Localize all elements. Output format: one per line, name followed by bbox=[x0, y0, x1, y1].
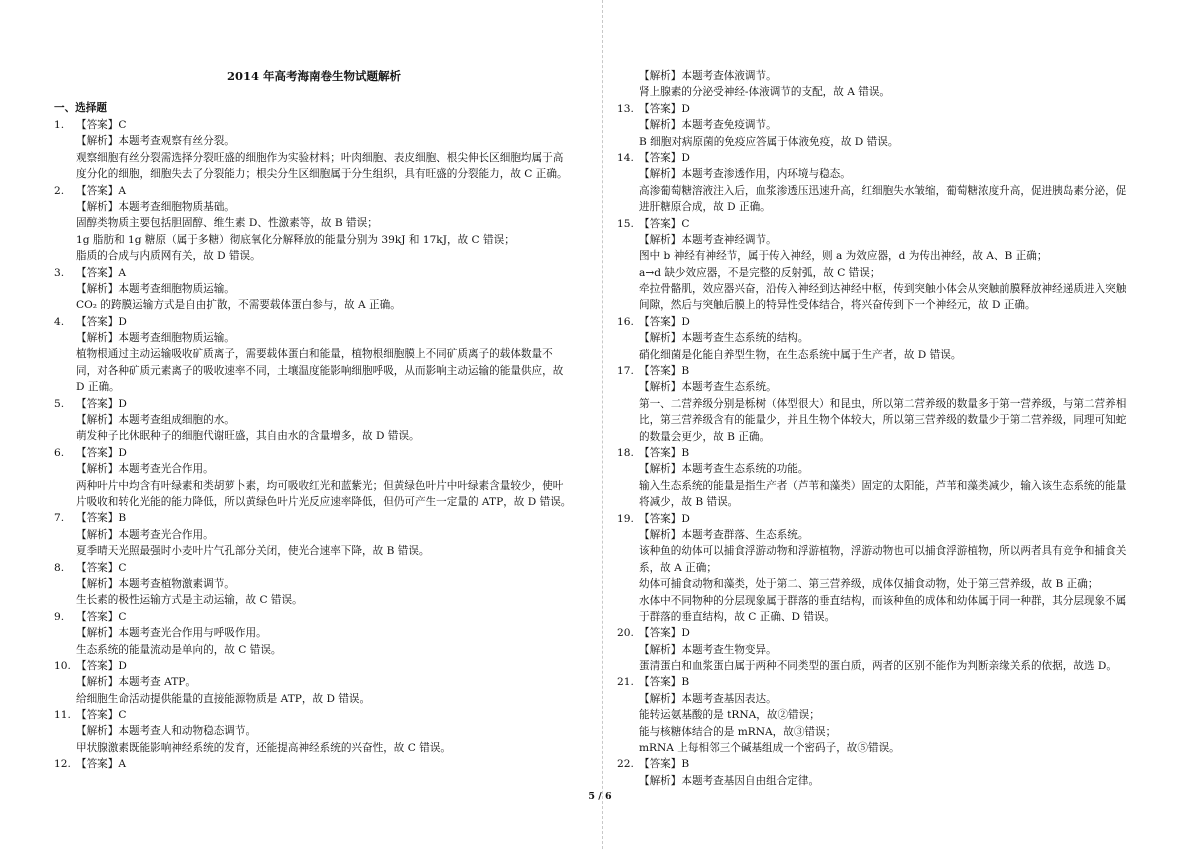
explanation-line bbox=[617, 576, 1126, 592]
question-number: 1. bbox=[54, 119, 65, 131]
explanation-line bbox=[617, 658, 1126, 674]
line-text: 幼体可捕食动物和藻类，处于第二、第三营养级，成体仅捕食动物，处于第三营养级，故 B 正确； bbox=[639, 578, 1099, 591]
explanation-line bbox=[617, 396, 1126, 412]
explanation-line bbox=[617, 379, 1126, 395]
question-number: 17. bbox=[617, 365, 634, 378]
explanation-line bbox=[617, 134, 1126, 150]
explanation-line bbox=[54, 150, 571, 166]
line-text: 生态系统的能量流动是单向的，故 C 错误。 bbox=[76, 643, 282, 656]
line-text: 同，对各种矿质元素离子的吸收速率不同，土壤温度能影响细胞呼吸，从而影响主动运输的能量供应，故 bbox=[76, 364, 564, 377]
explanation-line bbox=[617, 281, 1126, 297]
question-number: 21. bbox=[617, 676, 634, 689]
line-text: mRNA 上每相邻三个碱基组成一个密码子，故⑤错误。 bbox=[639, 742, 900, 755]
line-text: 【解析】本题考查基因自由组合定律。 bbox=[639, 774, 820, 787]
line-text: 【解析】本题考查渗透作用，内环境与稳态。 bbox=[639, 168, 851, 181]
document-title: 2014 年高考海南卷生物试题解析 bbox=[226, 69, 401, 83]
line-text: 图中 b 神经有神经节，属于传入神经，则 a 为效应器，d 为传出神经，故 A、B 正确； bbox=[639, 250, 1048, 263]
explanation-line bbox=[54, 133, 571, 149]
explanation-line bbox=[617, 773, 1126, 789]
explanation-line bbox=[54, 281, 571, 297]
question-answer-line bbox=[617, 363, 1126, 379]
explanation-line bbox=[54, 363, 571, 379]
line-text: 给细胞生命活动提供能量的直接能源物质是 ATP，故 D 错误。 bbox=[76, 692, 371, 705]
line-text: 间隙，然后与突触后膜上的特异性受体结合，将兴奋传到下一个神经元，故 D 正确。 bbox=[639, 299, 1036, 312]
explanation-line bbox=[54, 592, 571, 608]
line-text: 【答案】C bbox=[639, 217, 690, 230]
explanation-line bbox=[617, 494, 1126, 510]
line-text: 第一、二营养级分别是栎树（体型很大）和昆虫，所以第二营养级的数量多于第一营养级，与第二营养相 bbox=[639, 397, 1127, 410]
question-answer-line bbox=[54, 396, 571, 412]
line-text: 【答案】D bbox=[76, 397, 127, 410]
line-text: 【答案】B bbox=[639, 446, 690, 459]
line-text: 【答案】A bbox=[76, 184, 127, 197]
line-text: 【解析】本题考查群落、生态系统。 bbox=[639, 528, 809, 541]
question-number: 3. bbox=[54, 266, 65, 279]
explanation-line bbox=[54, 379, 571, 395]
line-text: 【答案】C bbox=[76, 709, 127, 722]
explanation-line bbox=[617, 461, 1126, 477]
question-answer-line bbox=[617, 314, 1126, 330]
question-answer-line bbox=[54, 658, 571, 674]
question-answer-line bbox=[54, 265, 571, 281]
explanation-line bbox=[617, 527, 1126, 543]
line-text: 【答案】B bbox=[639, 365, 690, 378]
question-answer-line bbox=[54, 609, 571, 625]
question-number: 9. bbox=[54, 610, 65, 623]
line-text: 【解析】本题考查基因表达。 bbox=[639, 692, 777, 705]
explanation-line bbox=[54, 428, 571, 444]
explanation-line bbox=[617, 429, 1126, 445]
line-text: 夏季晴天光照最强时小麦叶片气孔部分关闭，使光合速率下降，故 B 错误。 bbox=[76, 545, 430, 558]
question-answer-line bbox=[54, 707, 571, 723]
explanation-line bbox=[54, 691, 571, 707]
explanation-line bbox=[54, 740, 571, 756]
question-number: 22. bbox=[617, 758, 634, 771]
line-text: 萌发种子比休眠种子的细胞代谢旺盛，其自由水的含量增多，故 D 错误。 bbox=[76, 430, 420, 443]
line-text: 【答案】C bbox=[76, 610, 127, 623]
line-text: 蛋清蛋白和血浆蛋白属于两种不同类型的蛋白质，两者的区别不能作为判断亲缘关系的依据，故选 D。 bbox=[639, 660, 1117, 673]
page-center-divider bbox=[602, 0, 603, 849]
explanation-line bbox=[617, 248, 1126, 264]
question-number: 12. bbox=[54, 758, 71, 771]
explanation-line bbox=[617, 84, 1126, 100]
explanation-line bbox=[617, 265, 1126, 281]
explanation-line bbox=[54, 543, 571, 559]
line-text: 的数量会更少，故 B 正确。 bbox=[639, 430, 771, 443]
explanation-line bbox=[54, 297, 571, 313]
line-text: 【解析】本题考查组成细胞的水。 bbox=[76, 414, 235, 427]
line-text: 【答案】D bbox=[76, 446, 127, 459]
line-text: B 细胞对病原菌的免疫应答属于体液免疫，故 D 错误。 bbox=[639, 135, 899, 148]
question-number: 6. bbox=[54, 446, 65, 459]
line-text: 硝化细菌是化能自养型生物，在生态系统中属于生产者，故 D 错误。 bbox=[639, 348, 962, 361]
explanation-line bbox=[54, 248, 571, 264]
question-answer-line bbox=[617, 674, 1126, 690]
line-text: 植物根通过主动运输吸收矿质离子，需要载体蛋白和能量，植物根细胞膜上不同矿质离子的载体数量不 bbox=[76, 348, 553, 361]
question-answer-line bbox=[617, 445, 1126, 461]
explanation-line bbox=[54, 461, 571, 477]
explanation-line bbox=[617, 593, 1126, 609]
explanation-line bbox=[617, 560, 1126, 576]
question-answer-line bbox=[54, 445, 571, 461]
line-text: 【答案】D bbox=[639, 315, 690, 328]
question-answer-line bbox=[54, 117, 571, 133]
question-number: 13. bbox=[617, 102, 634, 115]
line-text: 【解析】本题考查细胞物质运输。 bbox=[76, 282, 235, 295]
line-text: 【答案】D bbox=[639, 627, 690, 640]
question-answer-line bbox=[54, 560, 571, 576]
line-text: 两种叶片中均含有叶绿素和类胡萝卜素，均可吸收红光和蓝紫光；但黄绿色叶片中叶绿素含量较少，使叶 bbox=[76, 479, 564, 492]
explanation-line bbox=[54, 494, 571, 510]
line-text: 【解析】本题考查生态系统的结构。 bbox=[639, 332, 809, 345]
page-number: 5 / 6 bbox=[588, 791, 612, 802]
explanation-line bbox=[617, 724, 1126, 740]
explanation-line bbox=[617, 347, 1126, 363]
explanation-line bbox=[617, 691, 1126, 707]
question-answer-line bbox=[617, 216, 1126, 232]
line-text: 【解析】本题考查生态系统。 bbox=[639, 381, 777, 394]
explanation-line bbox=[54, 199, 571, 215]
line-text: 能转运氨基酸的是 tRNA，故②错误； bbox=[639, 709, 820, 722]
explanation-line bbox=[617, 68, 1126, 84]
line-text: 【答案】D bbox=[639, 512, 690, 525]
line-text: 【解析】本题考查神经调节。 bbox=[639, 233, 777, 246]
line-text: 【答案】B bbox=[76, 512, 127, 525]
explanation-line bbox=[54, 576, 571, 592]
line-text: 【解析】本题考查 ATP。 bbox=[76, 676, 196, 689]
question-answer-line bbox=[617, 101, 1126, 117]
line-text: 比，第三营养级含有的能量少，并且生物个体较大，所以第三营养级的数量少于第二营养级，同理可知蛇 bbox=[639, 414, 1127, 427]
question-number: 19. bbox=[617, 512, 634, 525]
explanation-line bbox=[617, 609, 1126, 625]
explanation-line bbox=[54, 346, 571, 362]
question-answer-line bbox=[617, 625, 1126, 641]
question-number: 16. bbox=[617, 315, 634, 328]
line-text: D 正确。 bbox=[76, 381, 120, 394]
line-text: 【解析】本题考查光合作用。 bbox=[76, 463, 214, 476]
explanation-line bbox=[54, 625, 571, 641]
question-answer-line bbox=[54, 510, 571, 526]
question-number: 20. bbox=[617, 627, 634, 640]
section-heading: 一、选择题 bbox=[54, 102, 107, 114]
explanation-line bbox=[617, 740, 1126, 756]
explanation-line bbox=[617, 232, 1126, 248]
line-text: 固醇类物质主要包括胆固醇、维生素 D、性激素等，故 B 错误； bbox=[76, 217, 378, 230]
line-text: 【答案】D bbox=[76, 659, 127, 672]
line-text: 【解析】本题考查生物变异。 bbox=[639, 643, 777, 656]
line-text: 进肝糖原合成，故 D 正确。 bbox=[639, 201, 771, 214]
explanation-line bbox=[54, 674, 571, 690]
line-text: 该种鱼的幼体可以捕食浮游动物和浮游植物，浮游动物也可以捕食浮游植物，所以两者具有竞争和捕食关 bbox=[639, 545, 1127, 558]
line-text: 1g 脂肪和 1g 糖原（属于多糖）彻底氧化分解释放的能量分别为 39kJ 和 17kJ，故 C 错误； bbox=[76, 233, 515, 246]
line-text: 【答案】D bbox=[639, 102, 690, 115]
explanation-line bbox=[617, 297, 1126, 313]
question-answer-line bbox=[617, 756, 1126, 772]
line-text: 【解析】本题考查体液调节。 bbox=[639, 70, 777, 82]
explanation-line bbox=[617, 183, 1126, 199]
explanation-line bbox=[617, 117, 1126, 133]
explanation-line bbox=[617, 543, 1126, 559]
explanation-line bbox=[54, 166, 571, 182]
explanation-line bbox=[54, 330, 571, 346]
line-text: 能与核糖体结合的是 mRNA，故③错误； bbox=[639, 725, 837, 738]
question-number: 8. bbox=[54, 561, 65, 574]
line-text: 将减少，故 B 错误。 bbox=[639, 496, 739, 509]
line-text: 【答案】A bbox=[76, 758, 127, 771]
question-number: 15. bbox=[617, 217, 634, 230]
line-text: 【答案】D bbox=[639, 151, 690, 164]
explanation-line bbox=[617, 707, 1126, 723]
explanation-line bbox=[617, 642, 1126, 658]
question-number: 14. bbox=[617, 151, 634, 164]
line-text: 水体中不同物种的分层现象属于群落的垂直结构，而该种鱼的成体和幼体属于同一种群，其分层现象不属 bbox=[639, 594, 1127, 607]
line-text: 【答案】C bbox=[76, 561, 127, 574]
question-number: 2. bbox=[54, 184, 65, 197]
line-text: 系，故 A 正确； bbox=[639, 561, 717, 574]
line-text: 【答案】B bbox=[639, 758, 690, 771]
explanation-line bbox=[617, 199, 1126, 215]
question-answer-line bbox=[54, 756, 571, 772]
explanation-line bbox=[54, 723, 571, 739]
question-answer-line bbox=[54, 183, 571, 199]
explanation-line bbox=[617, 412, 1126, 428]
line-text: 【解析】本题考查细胞物质基础。 bbox=[76, 200, 235, 213]
line-text: 生长素的极性运输方式是主动运输，故 C 错误。 bbox=[76, 594, 303, 607]
question-number: 18. bbox=[617, 446, 634, 459]
line-text: 【解析】本题考查人和动物稳态调节。 bbox=[76, 725, 257, 738]
line-text: 【答案】A bbox=[76, 266, 127, 279]
explanation-line bbox=[54, 478, 571, 494]
question-answer-line bbox=[617, 150, 1126, 166]
line-text: 牵拉骨骼肌，效应器兴奋，沿传入神经到达神经中枢，传到突触小体会从突触前膜释放神经递质进入突触 bbox=[639, 283, 1127, 296]
line-text: 【解析】本题考查免疫调节。 bbox=[639, 119, 777, 132]
question-answer-line bbox=[617, 511, 1126, 527]
question-number: 5. bbox=[54, 397, 65, 410]
right-answer-list bbox=[617, 68, 1126, 789]
question-answer-line bbox=[54, 314, 571, 330]
explanation-line bbox=[54, 215, 571, 231]
line-text: 【解析】本题考查植物激素调节。 bbox=[76, 577, 235, 590]
line-text: 【解析】本题考查光合作用与呼吸作用。 bbox=[76, 627, 267, 640]
line-text: 【解析】本题考查光合作用。 bbox=[76, 528, 214, 541]
line-text: 【答案】C bbox=[76, 119, 127, 131]
question-number: 10. bbox=[54, 659, 71, 672]
explanation-line bbox=[54, 232, 571, 248]
explanation-line bbox=[54, 642, 571, 658]
line-text: 肾上腺素的分泌受神经-体液调节的支配，故 A 错误。 bbox=[639, 86, 891, 99]
line-text: 【解析】本题考查生态系统的功能。 bbox=[639, 463, 809, 476]
question-number: 4. bbox=[54, 315, 65, 328]
line-text: 脂质的合成与内质网有关，故 D 错误。 bbox=[76, 250, 261, 263]
question-number: 11. bbox=[54, 709, 71, 722]
line-text: 【答案】B bbox=[639, 676, 690, 689]
line-text: 高渗葡萄糖溶液注入后，血浆渗透压迅速升高，红细胞失水皱缩，葡萄糖浓度升高，促进胰岛素分泌，促 bbox=[639, 184, 1127, 197]
line-text: 【答案】D bbox=[76, 315, 127, 328]
line-text: a→d 缺少效应器，不是完整的反射弧，故 C 错误； bbox=[639, 266, 881, 279]
left-answer-list bbox=[54, 117, 571, 773]
explanation-line bbox=[617, 478, 1126, 494]
line-text: 于群落的垂直结构，故 C 正确、D 错误。 bbox=[639, 610, 836, 623]
explanation-line bbox=[54, 527, 571, 543]
line-text: 甲状腺激素既能影响神经系统的发育，还能提高神经系统的兴奋性，故 C 错误。 bbox=[76, 741, 452, 754]
line-text: 【解析】本题考查观察有丝分裂。 bbox=[76, 135, 235, 148]
line-text: 观察细胞有丝分裂需选择分裂旺盛的细胞作为实验材料；叶肉细胞、表皮细胞、根尖伸长区细胞均属于高 bbox=[76, 151, 564, 164]
line-text: 【解析】本题考查细胞物质运输。 bbox=[76, 332, 235, 345]
line-text: 片吸收和转化光能的能力降低，所以黄绿色叶片光反应速率降低，但仍可产生一定量的 ATP，故 D 错误。 bbox=[76, 495, 572, 508]
question-number: 7. bbox=[54, 512, 65, 525]
explanation-line bbox=[54, 412, 571, 428]
line-text: 度分化的细胞，细胞失去了分裂能力；根尖分生区细胞属于分生组织，具有旺盛的分裂能力，故 C 正确。 bbox=[76, 168, 568, 181]
line-text: 输入生态系统的能量是指生产者（芦苇和藻类）固定的太阳能，芦苇和藻类减少，输入该生态系统的能量 bbox=[639, 479, 1127, 492]
explanation-line bbox=[617, 166, 1126, 182]
explanation-line bbox=[617, 330, 1126, 346]
line-text: CO₂ 的跨膜运输方式是自由扩散，不需要载体蛋白参与，故 A 正确。 bbox=[76, 299, 401, 312]
